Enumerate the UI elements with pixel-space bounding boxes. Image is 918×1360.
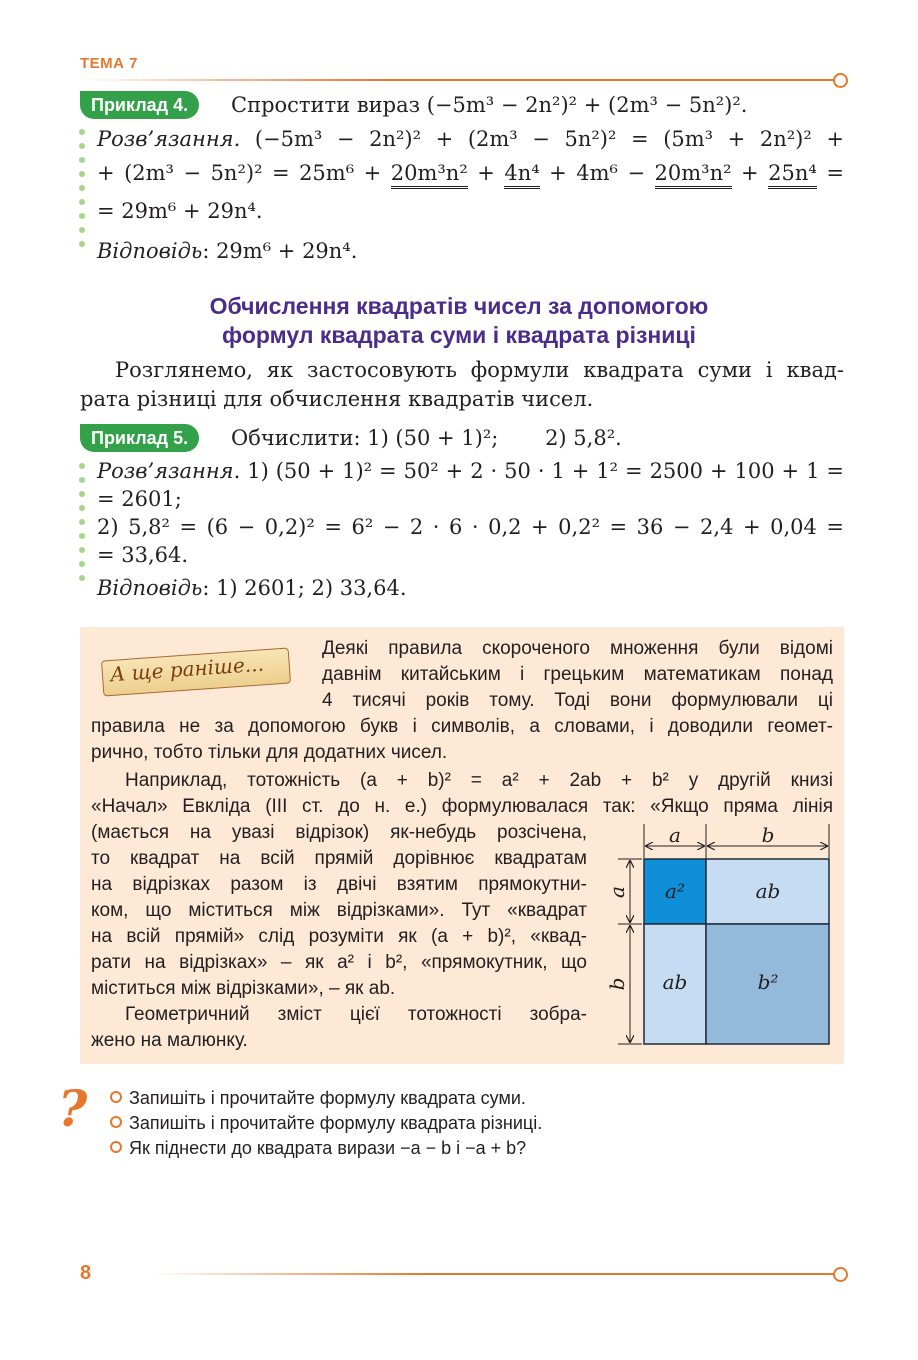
solution-5-dots bbox=[79, 463, 87, 589]
answer-5-value: : 1) 2601; 2) 33,64. bbox=[202, 576, 407, 600]
question-3 bbox=[110, 1136, 526, 1160]
question-3-text: Як піднести до квадрата вирази −a − b і −a + b? bbox=[129, 1138, 527, 1158]
similar-term-2: 4n⁴ bbox=[504, 161, 539, 189]
bullet-circle-icon bbox=[110, 1141, 122, 1153]
dim-label-side-a: a bbox=[605, 886, 629, 898]
history-p2-line-7: на всій прямій» слід розуміти як (a + b)², «квад- bbox=[91, 926, 587, 947]
cell-label-ab-top: ab bbox=[755, 879, 781, 903]
history-p1-line-2: давнім китайським і грецьким математикам понад bbox=[322, 664, 833, 685]
question-2 bbox=[110, 1111, 542, 1135]
example-5-task: Обчислити: 1) (50 + 1)²; 2) 5,8². bbox=[231, 426, 622, 450]
bullet-circle-icon bbox=[110, 1116, 122, 1128]
history-badge-label: А ще раніше... bbox=[109, 651, 265, 687]
solution-5-line-2: = 2601; bbox=[97, 487, 182, 511]
answer-4-value: : 29m⁶ + 29n⁴. bbox=[202, 239, 358, 263]
example-4-task: Спростити вираз (−5m³ − 2n²)² + (2m³ − 5n²)². bbox=[231, 93, 748, 117]
history-p2-line-6: ком, що міститься між відрізками». Тут «квадрат bbox=[91, 900, 587, 921]
header-rule-end-circle bbox=[833, 73, 848, 88]
bullet-circle-icon bbox=[110, 1091, 122, 1103]
history-p2-line-8: рати на відрізках» – як a² і b², «прямокутник, що bbox=[91, 952, 587, 973]
solution-4-dots bbox=[79, 129, 87, 255]
history-p1-line-1: Деякі правила скороченого множення були відомі bbox=[322, 638, 833, 659]
cell-label-ab-bottom: ab bbox=[662, 970, 688, 994]
history-p2-line-9: міститься між відрізками», – як ab. bbox=[91, 978, 396, 999]
solution-4-expr-2c: + 4m⁶ − bbox=[549, 161, 646, 185]
dim-label-top-a: a bbox=[669, 823, 681, 847]
solution-4-line-2 bbox=[97, 160, 844, 186]
header-rule bbox=[80, 79, 836, 81]
history-p2-line-5: на відрізках разом із двічі взятим прямокутни- bbox=[91, 874, 587, 895]
answer-5 bbox=[97, 575, 407, 601]
question-mark-icon: ? bbox=[58, 1079, 88, 1138]
topic-label: ТЕМА 7 bbox=[80, 55, 139, 72]
section-intro-line-2: рата різниці для обчислення квадратів чисел. bbox=[80, 387, 594, 411]
solution-4-expr-2a: + (2m³ − 5n²)² = 25m⁶ + bbox=[97, 161, 382, 185]
solution-4-line-3: = 29m⁶ + 29n⁴. bbox=[97, 199, 263, 223]
solution-5-expr-1: 1) (50 + 1)² = 50² + 2 · 50 · 1 + 1² = 2500 + 100 + 1 = bbox=[247, 459, 844, 483]
question-1 bbox=[110, 1086, 526, 1110]
solution-4-label: Розв’язання. bbox=[97, 127, 241, 151]
solution-4-expr-2b: + bbox=[477, 161, 495, 185]
solution-5-label: Розв’язання. bbox=[97, 459, 241, 483]
solution-4-expr-2d: + bbox=[741, 161, 759, 185]
question-2-text: Запишіть і прочитайте формулу квадрата різниці. bbox=[129, 1113, 543, 1133]
example-4-badge: Приклад 4. bbox=[80, 91, 199, 119]
footer-rule bbox=[150, 1273, 836, 1275]
history-p2-line-2: «Начал» Евкліда (ІІІ ст. до н. е.) формулювалася так: «Якщо пряма лінія bbox=[91, 796, 833, 817]
section-intro-line-1: Розглянемо, як застосовують формули квадрата суми і квад- bbox=[115, 358, 844, 382]
similar-term-1: 20m³n² bbox=[391, 161, 468, 189]
solution-4-expr-1: (−5m³ − 2n²)² + (2m³ − 5n²)² = (5m³ + 2n²)² + bbox=[254, 127, 844, 151]
history-p3-line-2: жено на малюнку. bbox=[91, 1030, 248, 1051]
square-diagram bbox=[604, 822, 838, 1052]
history-p3-line-1: Геометричний зміст цієї тотожності зобра- bbox=[125, 1004, 587, 1025]
history-p1-line-3: 4 тисячі років тому. Тоді вони формулювали ці bbox=[322, 690, 833, 711]
answer-4-label: Відповідь bbox=[97, 239, 203, 263]
history-p2-line-3: (мається на увазі відрізок) як-небудь розсічена, bbox=[91, 822, 587, 843]
solution-5-line-3: 2) 5,8² = (6 − 0,2)² = 6² − 2 · 6 · 0,2 + 0,2² = 36 − 2,4 + 0,04 = bbox=[97, 515, 844, 539]
example-5-badge: Приклад 5. bbox=[80, 424, 199, 452]
history-badge bbox=[90, 648, 300, 696]
history-p1-line-4: правила не за допомогою букв і символів, а словами, і доводили геомет- bbox=[91, 716, 833, 737]
question-1-text: Запишіть і прочитайте формулу квадрата суми. bbox=[129, 1088, 526, 1108]
solution-4-expr-2e: = bbox=[826, 161, 844, 185]
answer-4 bbox=[97, 238, 357, 264]
page-number: 8 bbox=[80, 1262, 92, 1284]
dim-label-side-b: b bbox=[605, 977, 629, 991]
footer-rule-end-circle bbox=[833, 1267, 848, 1282]
solution-4-line-1 bbox=[97, 126, 844, 152]
solution-5-line-4: = 33,64. bbox=[97, 543, 189, 567]
cell-label-a2: a² bbox=[665, 879, 685, 903]
history-p2-line-1: Наприклад, тотожність (a + b)² = a² + 2ab + b² у другій книзі bbox=[125, 770, 833, 791]
solution-5-line-1 bbox=[97, 458, 844, 484]
cell-label-b2: b² bbox=[757, 970, 779, 994]
section-title-line-1: Обчислення квадратів чисел за допомогою bbox=[209, 293, 709, 319]
history-p1-line-5: рично, тобто тільки для додатних чисел. bbox=[91, 742, 448, 763]
dim-label-top-b: b bbox=[761, 823, 775, 847]
answer-5-label: Відповідь bbox=[97, 576, 203, 600]
similar-term-4: 25n⁴ bbox=[768, 161, 817, 189]
section-title-line-2: формул квадрата суми і квадрата різниці bbox=[222, 322, 696, 348]
similar-term-3: 20m³n² bbox=[655, 161, 732, 189]
history-p2-line-4: то квадрат на всій прямій дорівнює квадратам bbox=[91, 848, 587, 869]
